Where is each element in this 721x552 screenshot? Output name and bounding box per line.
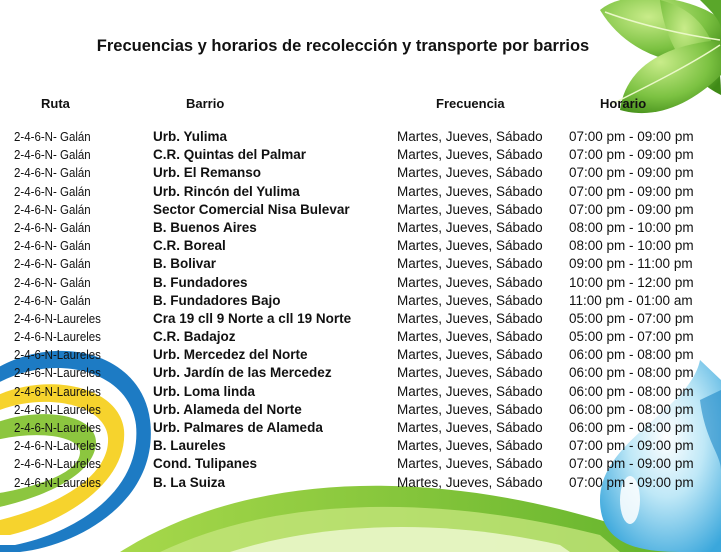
frecuencia-cell: Martes, Jueves, Sábado xyxy=(397,147,543,163)
ruta-cell: 2-4-6-N- Galán xyxy=(14,220,91,235)
ruta-cell: 2-4-6-N- Galán xyxy=(14,184,91,199)
table-row xyxy=(0,164,721,182)
frecuencia-cell: Martes, Jueves, Sábado xyxy=(397,219,543,235)
table-row xyxy=(0,419,721,437)
ruta-cell: 2-4-6-N- Galán xyxy=(14,130,91,144)
frecuencia-cell: Martes, Jueves, Sábado xyxy=(397,256,543,272)
horario-cell: 08:00 pm - 10:00 pm xyxy=(569,219,694,235)
frecuencia-cell: Martes, Jueves, Sábado xyxy=(397,347,543,363)
ruta-cell: 2-4-6-N-Laureles xyxy=(14,384,101,399)
frecuencia-cell: Martes, Jueves, Sábado xyxy=(397,183,543,199)
table-row xyxy=(0,219,721,237)
ruta-cell: 2-4-6-N- Galán xyxy=(14,202,91,217)
ruta-cell: 2-4-6-N-Laureles xyxy=(14,457,101,472)
horario-cell: 07:00 pm - 09:00 pm xyxy=(569,147,694,163)
frecuencia-cell: Martes, Jueves, Sábado xyxy=(397,274,543,290)
frecuencia-cell: Martes, Jueves, Sábado xyxy=(397,383,543,399)
table-row xyxy=(0,437,721,455)
ruta-cell: 2-4-6-N-Laureles xyxy=(14,439,101,454)
table-row xyxy=(0,364,721,382)
ruta-cell: 2-4-6-N-Laureles xyxy=(14,421,101,435)
frecuencia-cell: Martes, Jueves, Sábado xyxy=(397,201,543,217)
ruta-cell: 2-4-6-N- Galán xyxy=(14,148,91,163)
horario-cell: 05:00 pm - 07:00 pm xyxy=(569,329,694,345)
table-row xyxy=(0,274,721,292)
table-row xyxy=(0,401,721,419)
barrio-cell: B. Laureles xyxy=(153,438,226,454)
horario-cell: 05:00 pm - 07:00 pm xyxy=(569,310,694,326)
page-title: Frecuencias y horarios de recolección y transporte por barrios xyxy=(96,37,590,55)
ruta-cell: 2-4-6-N- Galán xyxy=(14,257,91,272)
barrio-cell: B. Fundadores Bajo xyxy=(153,292,281,308)
horario-cell: 08:00 pm - 10:00 pm xyxy=(569,238,694,254)
barrio-cell: Cra 19 cll 9 Norte a cll 19 Norte xyxy=(153,310,352,326)
horario-cell: 07:00 pm - 09:00 pm xyxy=(569,201,694,217)
ruta-cell: 2-4-6-N-Laureles xyxy=(14,475,101,490)
frecuencia-cell: Martes, Jueves, Sábado xyxy=(397,420,543,435)
ruta-cell: 2-4-6-N- Galán xyxy=(14,275,91,290)
frecuencia-cell: Martes, Jueves, Sábado xyxy=(397,456,543,472)
barrio-cell: Urb. Jardín de las Mercedez xyxy=(153,365,332,381)
barrio-cell: Urb. El Remanso xyxy=(153,165,262,181)
ruta-cell: 2-4-6-N-Laureles xyxy=(14,311,101,326)
barrio-cell: B. Bolivar xyxy=(153,256,217,272)
barrio-cell: Urb. Rincón del Yulima xyxy=(153,183,300,199)
horario-cell: 10:00 pm - 12:00 pm xyxy=(569,274,694,290)
horario-cell: 07:00 pm - 09:00 pm xyxy=(569,129,694,144)
table-row xyxy=(0,255,721,273)
frecuencia-cell: Martes, Jueves, Sábado xyxy=(397,474,543,490)
barrio-cell: Urb. Alameda del Norte xyxy=(153,401,302,417)
ruta-cell: 2-4-6-N-Laureles xyxy=(14,348,101,363)
horario-cell: 07:00 pm - 09:00 pm xyxy=(569,474,694,490)
barrio-cell: B. La Suiza xyxy=(153,474,226,490)
ruta-cell: 2-4-6-N-Laureles xyxy=(14,402,101,417)
table-row xyxy=(0,310,721,328)
schedule-table xyxy=(0,128,721,492)
table-row xyxy=(0,455,721,473)
frecuencia-cell: Martes, Jueves, Sábado xyxy=(397,365,543,381)
horario-cell: 07:00 pm - 09:00 pm xyxy=(569,165,694,181)
table-row xyxy=(0,328,721,346)
barrio-cell: B. Fundadores xyxy=(153,274,248,290)
barrio-cell: C.R. Badajoz xyxy=(153,329,236,345)
horario-cell: 07:00 pm - 09:00 pm xyxy=(569,456,694,472)
frecuencia-cell: Martes, Jueves, Sábado xyxy=(397,165,543,181)
table-row xyxy=(0,474,721,492)
barrio-cell: B. Buenos Aires xyxy=(153,219,257,235)
header-barrio: Barrio xyxy=(186,96,225,111)
horario-cell: 06:00 pm - 08:00 pm xyxy=(569,365,694,381)
ruta-cell: 2-4-6-N-Laureles xyxy=(14,330,101,345)
horario-cell: 07:00 pm - 09:00 pm xyxy=(569,183,694,199)
frecuencia-cell: Martes, Jueves, Sábado xyxy=(397,401,543,417)
horario-cell: 06:00 pm - 08:00 pm xyxy=(569,420,694,435)
header-horario: Horario xyxy=(600,96,647,111)
barrio-cell: Cond. Tulipanes xyxy=(153,456,257,472)
ruta-cell: 2-4-6-N-Laureles xyxy=(14,366,101,381)
frecuencia-cell: Martes, Jueves, Sábado xyxy=(397,238,543,254)
barrio-cell: C.R. Boreal xyxy=(153,238,226,254)
horario-cell: 09:00 pm - 11:00 pm xyxy=(569,256,693,272)
barrio-cell: Urb. Palmares de Alameda xyxy=(153,420,323,435)
horario-cell: 06:00 pm - 08:00 pm xyxy=(569,383,694,399)
frecuencia-cell: Martes, Jueves, Sábado xyxy=(397,310,543,326)
header-ruta: Ruta xyxy=(41,96,70,111)
table-row xyxy=(0,183,721,201)
table-row xyxy=(0,346,721,364)
horario-cell: 07:00 pm - 09:00 pm xyxy=(569,438,694,454)
table-row xyxy=(0,292,721,310)
ruta-cell: 2-4-6-N- Galán xyxy=(14,293,91,308)
table-row xyxy=(0,128,721,146)
header-frecuencia: Frecuencia xyxy=(436,96,505,111)
barrio-cell: Urb. Mercedez del Norte xyxy=(153,347,308,363)
frecuencia-cell: Martes, Jueves, Sábado xyxy=(397,438,543,454)
barrio-cell: Urb. Loma linda xyxy=(153,383,256,399)
table-row xyxy=(0,146,721,164)
horario-cell: 06:00 pm - 08:00 pm xyxy=(569,401,694,417)
barrio-cell: Sector Comercial Nisa Bulevar xyxy=(153,201,350,217)
frecuencia-cell: Martes, Jueves, Sábado xyxy=(397,129,543,144)
frecuencia-cell: Martes, Jueves, Sábado xyxy=(397,329,543,345)
table-row xyxy=(0,237,721,255)
horario-cell: 11:00 pm - 01:00 am xyxy=(569,292,693,308)
table-row xyxy=(0,201,721,219)
horario-cell: 06:00 pm - 08:00 pm xyxy=(569,347,694,363)
table-row xyxy=(0,383,721,401)
ruta-cell: 2-4-6-N- Galán xyxy=(14,239,91,254)
frecuencia-cell: Martes, Jueves, Sábado xyxy=(397,292,543,308)
barrio-cell: Urb. Yulima xyxy=(153,129,228,144)
barrio-cell: C.R. Quintas del Palmar xyxy=(153,147,307,163)
ruta-cell: 2-4-6-N- Galán xyxy=(14,166,91,181)
